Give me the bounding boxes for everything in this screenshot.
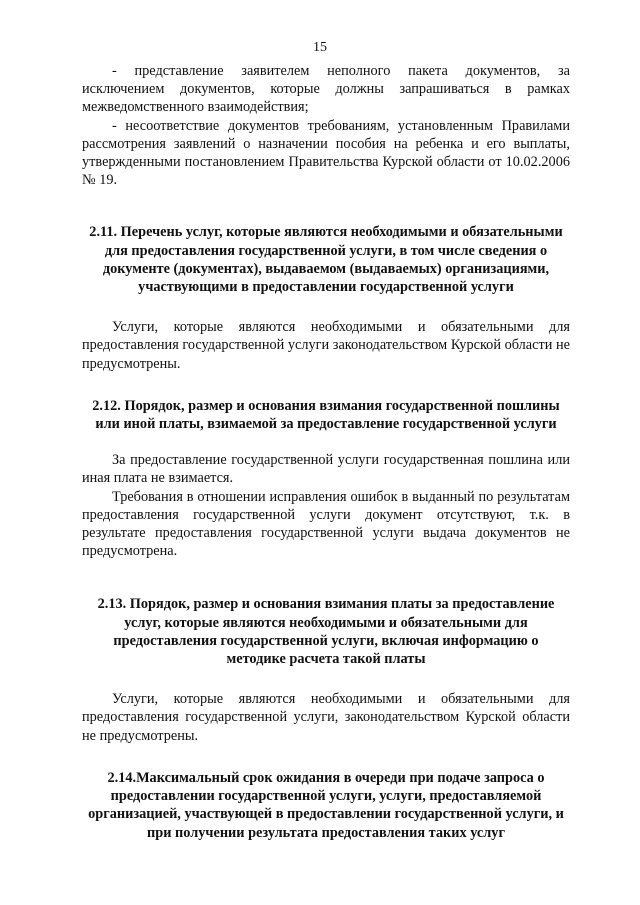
paragraph-document-mismatch: - несоответствие документов требованиям, установленным Правилами рассмотрения заявлений о назначении пособия на ребенка и его выплаты, утвержденными постановлением Правительства Курской области от 10.02.2006 № 19. [82,117,570,189]
paragraph-error-correction: Требования в отношении исправления ошибок в выданный по результатам предоставления государственной услуги документ отсутствуют, т.к. в результате предоставления государственной услуги выдача документов не предусмотрена. [82,488,570,560]
paragraph-incomplete-package: - представление заявителем неполного пакета документов, за исключением документов, которые должны запрашиваться в рамках межведомственного взаимодействия; [82,63,570,116]
heading-section-2-12: 2.12. Порядок, размер и основания взимания государственной пошлины или иной платы, взимаемой за предоставление государственной услуги [92,397,560,433]
paragraph-services-not-provided-2: Услуги, которые являются необходимыми и обязательными для предоставления государственной услуги, законодательством Курской области не предусмотрены. [82,691,570,744]
heading-section-2-13: 2.13. Порядок, размер и основания взимания платы за предоставление услуг, которые являются необходимыми и обязательными для предоставления государственной услуги, включая информацию о методике расчета такой платы [97,596,555,668]
paragraph-no-fee: За предоставление государственной услуги государственная пошлина или иная плата не взимается. [82,452,570,487]
page-number: 15 [313,40,327,55]
page-content [82,62,570,842]
paragraph-services-not-provided: Услуги, которые являются необходимыми и обязательными для предоставления государственной услуги законодательством Курской области не предусмотрены. [82,319,570,372]
heading-section-2-11: 2.11. Перечень услуг, которые являются необходимыми и обязательными для предоставления государственной услуги, в том числе сведения о документе (документах), выдаваемом (выдаваемых) организациями, участвующими в предоставлении государственной услуги [89,224,563,296]
heading-section-2-14: 2.14.Максимальный срок ожидания в очереди при подаче запроса о предоставлении государственной услуги, услуги, предоставляемой организацией, участвующей в предоставлении государственной услуги, и при получении результата предоставления таких услуг [88,769,564,841]
